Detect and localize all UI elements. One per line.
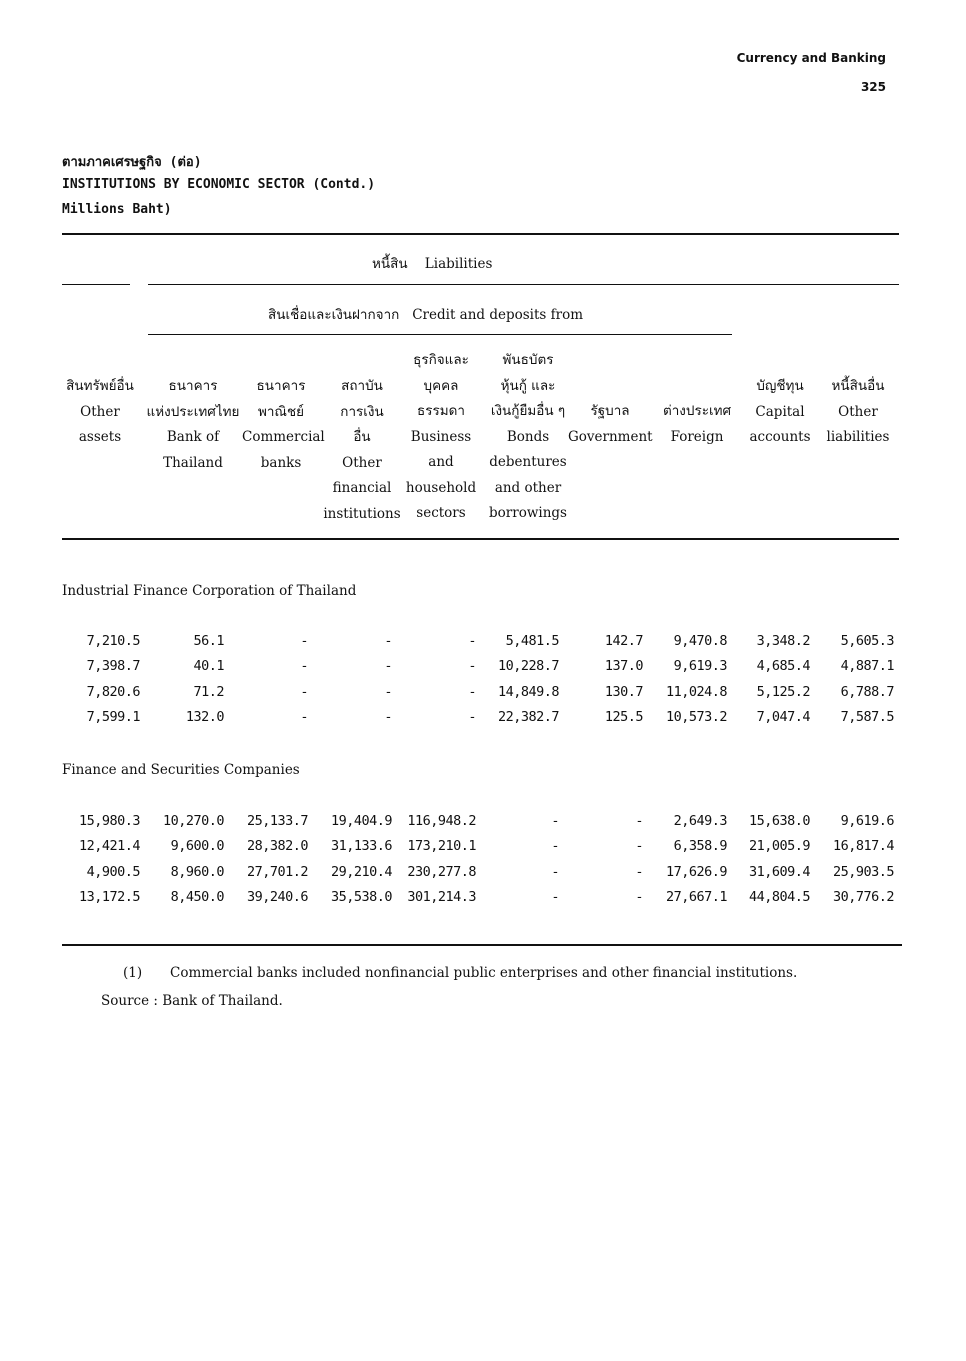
table-title-thai: ตามภาคเศรษฐกิจ (ต่อ) [62,155,202,170]
col-header-bonds: พันธบัตร หุ้นกู้ และ เงินกู้ยืมอื่น ๆ Bonds debentures and other borrowings [489,352,567,521]
table-cell: - [635,888,643,905]
table-cell: - [551,888,559,905]
table-cell: 8,450.0 [170,888,224,905]
col-header-government: รัฐบาล Government [568,403,653,445]
rule-credit-deposits [148,334,732,335]
table-cell: 173,210.1 [407,838,476,855]
table-cell: - [468,658,476,675]
table-cell: 27,667.1 [665,888,727,905]
table-cell: 10,228.7 [497,658,559,675]
table-cell: 125.5 [604,708,643,725]
table-cell: 3,348.2 [756,633,810,649]
footnote-marker: (1) [123,965,143,981]
col-header-bank-of-thailand: ธนาคาร แห่งประเทศไทย Bank of Thailand [146,378,240,471]
table-title: INSTITUTIONS BY ECONOMIC SECTOR (Contd.) [62,177,376,192]
top-rule [62,233,899,235]
table-cell: 31,133.6 [330,838,392,855]
table-cell: 9,470.8 [673,633,727,649]
table-cell: 13,172.5 [78,888,140,905]
table-cell: 9,619.6 [840,813,894,829]
table-units: Millions Baht) [62,202,172,217]
table-cell: 71.2 [193,683,224,700]
table-cell: 39,240.6 [246,888,308,905]
table-cell: 35,538.0 [330,888,392,905]
table-cell: 16,817.4 [832,838,894,855]
table-cell: 6,358.9 [673,838,727,855]
table-cell: 2,649.3 [673,813,727,829]
table-cell: - [635,813,643,829]
table-cell: 132.0 [185,708,224,725]
table-cell: - [468,683,476,700]
table-cell: - [300,708,308,725]
rule-other-assets [62,284,130,285]
table-cell: - [635,838,643,855]
table-cell: 230,277.8 [407,863,476,880]
table-cell: 6,788.7 [840,683,894,700]
liabilities-header [372,252,492,274]
table-cell: - [384,633,392,649]
header-bottom-rule [62,538,899,540]
liabilities-header-thai: หนี้สิน [372,256,408,272]
table-cell: 10,270.0 [162,813,224,829]
credit-header [268,303,583,325]
table-cell: 137.0 [604,658,643,675]
table-cell: 142.7 [604,633,643,649]
table-cell: 27,701.2 [246,863,308,880]
table-cell: - [635,863,643,880]
col-header-other-assets: สินทรัพย์อื่น Other assets [66,378,134,445]
table-cell: - [300,658,308,675]
col-header-business-household: ธุรกิจและ บุคคล ธรรมดา Business and household sectors [405,352,477,521]
table-cell: 17,626.9 [665,863,727,880]
table-cell: - [300,633,308,649]
table-cell: 25,903.5 [832,863,894,880]
table-bottom-rule [62,944,902,946]
table-cell: 10,573.2 [665,708,727,725]
table-cell: 12,421.4 [78,838,140,855]
table-cell: 30,776.2 [832,888,894,905]
table-cell: - [551,863,559,880]
table-cell: 21,005.9 [748,838,810,855]
table-cell: - [551,813,559,829]
table-cell: 15,980.3 [78,813,140,829]
table-cell: 5,605.3 [840,633,894,649]
table-cell: 9,619.3 [673,658,727,675]
table-cell: 301,214.3 [407,888,476,905]
table-cell: 29,210.4 [330,863,392,880]
running-head-title: Currency and Banking [736,51,886,65]
table-cell: 7,398.7 [86,658,140,675]
table-cell: - [468,708,476,725]
source-note: Source : Bank of Thailand. [101,993,283,1009]
credit-header-thai: สินเชื่อและเงินฝากจาก [268,307,400,323]
table-cell: - [384,658,392,675]
table-cell: - [384,683,392,700]
table-cell: 8,960.0 [170,863,224,880]
table-cell: 40.1 [193,658,224,675]
table-cell: 4,900.5 [86,863,140,880]
table-cell: 4,887.1 [840,658,894,675]
section-title: Industrial Finance Corporation of Thailand [62,583,357,599]
table-cell: - [551,838,559,855]
table-cell: 15,638.0 [748,813,810,829]
col-header-other-financial-institutions: สถาบัน การเงิน อื่น Other financial institutions [323,378,401,522]
table-cell: 11,024.8 [665,683,727,700]
table-cell: 19,404.9 [330,813,392,829]
table-cell: - [300,683,308,700]
section-title: Finance and Securities Companies [62,762,300,778]
table-cell: 7,820.6 [86,683,140,700]
liabilities-header-english: Liabilities [424,256,493,272]
table-cell: 25,133.7 [246,813,308,829]
table-cell: 56.1 [193,633,224,649]
table-cell: - [468,633,476,649]
table-cell: 9,600.0 [170,838,224,855]
col-header-foreign: ต่างประเทศ Foreign [662,403,732,445]
col-header-capital-accounts: บัญชีทุน Capital accounts [749,378,811,445]
table-cell: 4,685.4 [756,658,810,675]
table-cell: 31,609.4 [748,863,810,880]
col-header-commercial-banks: ธนาคาร พาณิชย์ Commercial banks [242,378,325,471]
table-cell: 7,047.4 [756,708,810,725]
table-cell: 5,125.2 [756,683,810,700]
table-cell: 22,382.7 [497,708,559,725]
footnote-text: Commercial banks included nonfinancial public enterprises and other financial institutions. [170,965,798,981]
table-cell: 14,849.8 [497,683,559,700]
col-header-other-liabilities: หนี้สินอื่น Other liabilities [826,378,890,445]
page-number: 325 [860,80,886,94]
table-cell: 7,587.5 [840,708,894,725]
table-cell: 130.7 [604,683,643,700]
table-cell: - [384,708,392,725]
table-cell: 5,481.5 [505,633,559,649]
table-cell: 7,599.1 [86,708,140,725]
table-cell: 116,948.2 [407,813,476,829]
table-cell: 44,804.5 [748,888,810,905]
table-cell: 7,210.5 [86,633,140,649]
rule-liabilities [148,284,899,285]
credit-header-english: Credit and deposits from [412,307,584,323]
table-cell: 28,382.0 [246,838,308,855]
